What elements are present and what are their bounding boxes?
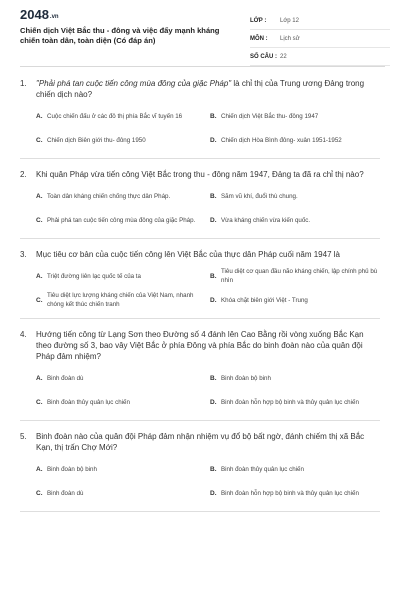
question-body: Khi quân Pháp vừa tiến công Việt Bắc trong thu - đông năm 1947, Đảng ta đã ra chỉ thị nào?	[36, 170, 364, 179]
question-body: Hướng tiến công từ Lạng Sơn theo Đường số 4 đánh lên Cao Bằng rồi vòng xuống Bắc Kạn theo đường số 3, bao vây Việt Bắc ở phía Đông và phía Bắc do binh đoàn nào của quân đội Pháp đảm nhiệm?	[36, 330, 364, 361]
question-body: Binh đoàn nào của quân đội Pháp đảm nhận nhiệm vụ đổ bộ bất ngờ, đánh chiếm thị xã Bắc Kạn, thị trấn Chợ Mới?	[36, 432, 365, 452]
question-number: 2.	[20, 170, 27, 179]
question-1	[20, 78, 380, 159]
answer-option-b[interactable]	[210, 264, 384, 288]
question-text	[20, 249, 380, 260]
answer-option-c[interactable]	[36, 208, 210, 232]
option-text: Chiến dịch Việt Bắc thu- đông 1947	[221, 112, 319, 120]
option-letter: D.	[210, 296, 217, 304]
option-letter: D.	[210, 216, 217, 224]
option-text: Khóa chặt biên giới Việt - Trung	[221, 296, 308, 304]
answer-option-c[interactable]	[36, 390, 210, 414]
answer-option-c[interactable]	[36, 288, 210, 312]
question-number: 5.	[20, 432, 27, 441]
question-text	[20, 431, 380, 453]
option-letter: B.	[210, 465, 217, 473]
answer-options	[36, 184, 380, 232]
answer-options	[36, 457, 380, 505]
meta-label: LỚP :	[250, 17, 267, 24]
question-body: "Phải phá tan cuộc tiến công mùa đông của giặc Pháp" là chỉ thị của Trung ương Đảng trong chiến dịch nào?	[36, 79, 365, 99]
option-text: Binh đoàn bộ binh	[47, 465, 97, 473]
meta-row-subject	[250, 30, 390, 48]
option-text: Chiến dịch Hòa Bình đông- xuân 1951-1952	[221, 136, 342, 144]
option-letter: A.	[36, 465, 43, 473]
meta-value: Lớp 12	[280, 17, 299, 24]
answer-option-d[interactable]	[210, 481, 384, 505]
answer-option-c[interactable]	[36, 128, 210, 152]
question-2	[20, 169, 380, 239]
option-text: Binh đoàn hỗn hợp bộ binh và thủy quân lục chiến	[221, 489, 359, 497]
option-text: Tiêu diệt cơ quan đầu não kháng chiến, lập chính phủ bù nhìn	[221, 268, 378, 284]
meta-label: MÔN :	[250, 35, 268, 42]
option-letter: D.	[210, 136, 217, 144]
option-text: Toàn dân kháng chiến chống thực dân Pháp.	[47, 192, 171, 200]
option-letter: B.	[210, 192, 217, 200]
option-text: Tiêu diệt lực lượng kháng chiến của Việt Nam, nhanh chóng kết thúc chiến tranh	[47, 292, 194, 308]
option-letter: B.	[210, 272, 217, 280]
answer-option-d[interactable]	[210, 390, 384, 414]
option-text: Binh đoàn hỗn hợp bộ binh và thủy quân lục chiến	[221, 398, 359, 406]
question-text	[20, 329, 380, 362]
option-letter: D.	[210, 398, 217, 406]
option-text: Cuộc chiến đấu ở các đô thị phía Bắc vĩ tuyến 16	[47, 112, 183, 120]
answer-option-d[interactable]	[210, 288, 384, 312]
option-letter: B.	[210, 112, 217, 120]
answer-option-b[interactable]	[210, 457, 384, 481]
option-letter: A.	[36, 272, 43, 280]
question-3	[20, 249, 380, 319]
option-text: Săm vũ khí, đuổi thù chung.	[221, 192, 298, 200]
option-text: Binh đoàn thủy quân lục chiến	[221, 465, 304, 473]
question-text	[20, 169, 380, 180]
answer-option-b[interactable]	[210, 184, 384, 208]
answer-options	[36, 366, 380, 414]
option-text: Triệt đường liên lạc quốc tế của ta	[47, 272, 141, 280]
meta-value: Lịch sử	[280, 35, 300, 42]
option-letter: C.	[36, 136, 43, 144]
option-letter: A.	[36, 112, 43, 120]
answer-option-a[interactable]	[36, 184, 210, 208]
option-text: Chiến dịch Biên giới thu- đông 1950	[47, 136, 146, 144]
site-logo[interactable]	[20, 7, 59, 22]
question-body: Mục tiêu cơ bản của cuộc tiến công lên Việt Bắc của thực dân Pháp cuối năm 1947 là	[36, 250, 340, 259]
option-letter: C.	[36, 296, 43, 304]
question-list	[20, 78, 380, 522]
answer-option-d[interactable]	[210, 128, 384, 152]
option-text: Binh đoàn thủy quân lục chiến	[47, 398, 130, 406]
option-letter: D.	[210, 489, 217, 497]
answer-options	[36, 104, 380, 152]
answer-options	[36, 264, 380, 312]
option-letter: A.	[36, 374, 43, 382]
option-letter: C.	[36, 216, 43, 224]
question-5	[20, 431, 380, 512]
question-number: 4.	[20, 330, 27, 339]
meta-row-class	[250, 12, 390, 30]
document-title: Chiến dịch Việt Bắc thu - đông và việc đẩy mạnh kháng chiến toàn dân, toàn diện (Có đáp án)	[20, 26, 220, 45]
answer-option-d[interactable]	[210, 208, 384, 232]
question-4	[20, 329, 380, 421]
option-letter: B.	[210, 374, 217, 382]
logo-suffix: .vn	[49, 14, 59, 20]
answer-option-c[interactable]	[36, 481, 210, 505]
document-header	[20, 0, 385, 67]
option-text: Vừa kháng chiến vừa kiến quốc.	[221, 216, 311, 224]
option-text: Binh đoàn bộ binh	[221, 374, 271, 382]
logo-main: 2048	[20, 7, 49, 22]
question-text	[20, 78, 380, 100]
option-letter: C.	[36, 489, 43, 497]
option-text: Binh đoàn dù	[47, 374, 84, 382]
answer-option-a[interactable]	[36, 457, 210, 481]
option-text: Binh đoàn dù	[47, 489, 84, 497]
document-meta	[250, 12, 390, 66]
meta-label: SỐ CÂU :	[250, 53, 277, 60]
answer-option-b[interactable]	[210, 104, 384, 128]
option-letter: A.	[36, 192, 43, 200]
question-number: 3.	[20, 250, 27, 259]
question-number: 1.	[20, 79, 27, 88]
option-letter: C.	[36, 398, 43, 406]
meta-value: 22	[280, 53, 287, 60]
answer-option-a[interactable]	[36, 366, 210, 390]
answer-option-a[interactable]	[36, 104, 210, 128]
answer-option-b[interactable]	[210, 366, 384, 390]
answer-option-a[interactable]	[36, 264, 210, 288]
quoted-directive: "Phải phá tan cuộc tiến công mùa đông của giặc Pháp"	[36, 79, 232, 88]
option-text: Phải phá tan cuộc tiến công mùa đông của giặc Pháp.	[47, 216, 196, 224]
meta-row-count	[250, 48, 390, 66]
